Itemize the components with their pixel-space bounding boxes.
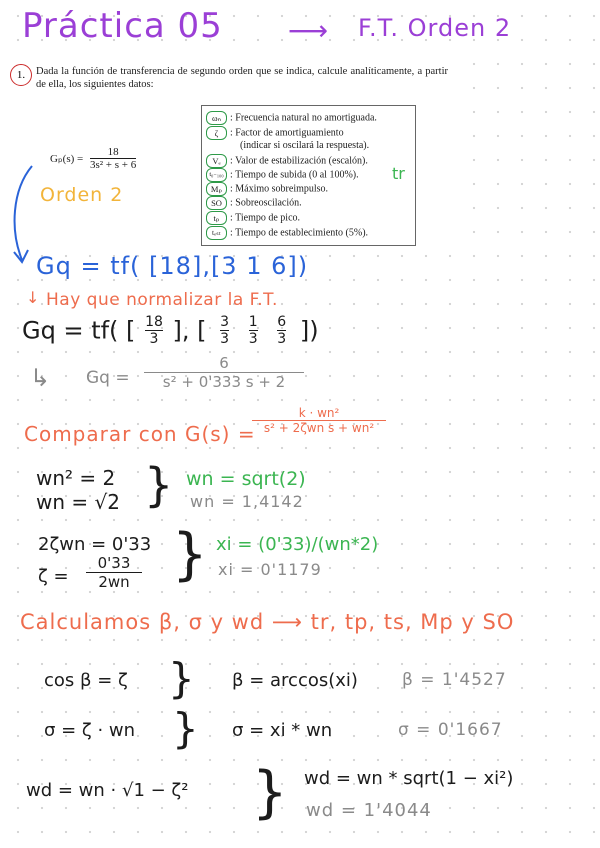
legend-symbol: SO <box>206 196 227 210</box>
legend-row-test <box>206 226 368 240</box>
exercise-statement: Dada la función de transferencia de segundo orden que se indica, calcule analíticamente, a partir de ella, los siguientes datos: <box>36 66 448 90</box>
wn-root-eq: wn = √2 <box>36 490 120 514</box>
gq-norm-frac-6 <box>277 314 286 347</box>
wd-eq: wd = wn · √1 − ζ² <box>26 780 189 801</box>
legend-row-zeta <box>206 126 344 140</box>
legend-symbol: tₑₛₜ <box>206 226 227 240</box>
frac-den: 3 <box>248 331 258 347</box>
xi-code: xi = (0'33)/(wn*2) <box>216 534 379 555</box>
wn-brace: } <box>144 458 174 512</box>
legend-desc: : Tiempo de establecimiento (5%). <box>230 227 369 239</box>
result-denominator: s² + 0'333 s + 2 <box>144 372 304 391</box>
legend-desc: : Máximo sobreimpulso. <box>230 183 329 195</box>
wd-brace: } <box>252 760 288 825</box>
legend-symbol: Vₑ <box>206 154 227 168</box>
parameter-legend <box>201 105 416 246</box>
wn-code: wn = sqrt(2) <box>186 468 306 490</box>
beta-code: β = arccos(xi) <box>232 670 358 691</box>
legend-symbol: t₀₋₁₀₀ <box>206 168 227 182</box>
page-title: Práctica 05 <box>22 6 223 46</box>
page-subtitle: F.T. Orden 2 <box>358 14 512 42</box>
normalize-note: Hay que normalizar la F.T. <box>46 290 278 310</box>
legend-desc: : Frecuencia natural no amortiguada. <box>230 112 377 124</box>
gq-norm-prefix: Gq = tf( [ <box>22 316 136 345</box>
legend-row-wn <box>206 111 377 125</box>
sigma-value: σ = 0'1667 <box>398 720 503 740</box>
result-arrow: ↳ <box>30 364 51 392</box>
compare-fraction <box>252 406 386 435</box>
calc-heading: Calculamos β, σ y wd ⟶ tr, tp, ts, Mp y SO <box>20 610 515 634</box>
sigma-brace: } <box>172 704 199 753</box>
transfer-label: Gₚ(s) = <box>50 153 84 165</box>
legend-desc: : Sobreoscilación. <box>230 197 302 209</box>
tr-note: tr <box>392 164 405 183</box>
exercise-box <box>4 58 455 248</box>
gq-norm-suffix: ]) <box>299 316 319 345</box>
result-label: Gq = <box>86 368 130 388</box>
gq-norm-mid: ], [ <box>172 316 207 345</box>
transfer-fraction <box>90 146 136 171</box>
legend-row-tp <box>206 211 300 225</box>
zeta-brace: } <box>172 522 208 587</box>
frac-num: 18 <box>145 314 163 330</box>
legend-row-so <box>206 196 302 210</box>
legend-symbol: ωₙ <box>206 111 227 125</box>
frac-den: 3 <box>220 331 230 347</box>
legend-row-ve <box>206 154 368 168</box>
legend-desc: (indicar si oscilará la respuesta). <box>240 140 370 151</box>
wd-value: wd = 1'4044 <box>306 800 432 821</box>
zeta-numerator: 0'33 <box>97 554 131 572</box>
frac-num: 3 <box>220 314 230 330</box>
transfer-denominator: 3s² + s + 6 <box>89 159 137 171</box>
normalize-arrow: ↓ <box>26 288 40 307</box>
zeta-label: ζ = <box>38 566 69 587</box>
legend-row-zeta-note <box>240 140 369 151</box>
frac-den: 3 <box>145 330 163 347</box>
legend-row-mp <box>206 182 328 196</box>
compare-label: Comparar con G(s) = <box>24 422 256 446</box>
legend-desc: : Valor de estabilización (escalón). <box>230 155 368 167</box>
gq-tf-line: Gq = tf( [18],[3 1 6]) <box>36 252 309 280</box>
compare-numerator: k · wn² <box>298 406 340 420</box>
zeta-eq: 2ζwn = 0'33 <box>38 534 152 555</box>
zeta-denominator: 2wn <box>86 572 142 591</box>
frac-den: 3 <box>277 331 287 347</box>
frac-num: 6 <box>277 314 287 330</box>
legend-symbol: tₚ <box>206 211 227 225</box>
sigma-code: σ = xi * wn <box>232 720 333 741</box>
sigma-eq: σ = ζ · wn <box>44 720 136 741</box>
cos-beta-eq: cos β = ζ <box>44 670 128 691</box>
beta-value: β = 1'4527 <box>402 670 507 690</box>
exercise-number: 1. <box>10 64 32 86</box>
legend-desc: : Tiempo de subida (0 al 100%). <box>230 169 359 181</box>
gq-norm-frac-1 <box>249 314 258 347</box>
orden-label: Orden 2 <box>40 184 124 206</box>
zeta-fraction <box>86 554 142 591</box>
frac-num: 1 <box>248 314 258 330</box>
compare-denominator: s² + 2ζwn s + wn² <box>252 420 386 435</box>
wd-code: wd = wn * sqrt(1 − xi²) <box>304 768 514 789</box>
title-arrow: ⟶ <box>288 14 329 47</box>
result-numerator: 6 <box>219 354 229 372</box>
gq-normalized-line <box>22 314 319 347</box>
result-fraction <box>144 354 304 391</box>
transfer-function <box>50 146 136 171</box>
wn-squared-eq: wn² = 2 <box>36 466 116 490</box>
gq-norm-frac-18 <box>145 314 163 347</box>
legend-row-rise <box>206 168 359 182</box>
legend-desc: : Tiempo de pico. <box>230 212 301 224</box>
beta-brace: } <box>168 654 195 703</box>
legend-symbol: Mₚ <box>206 182 227 196</box>
wn-value: wn = 1,4142 <box>190 492 304 511</box>
xi-value: xi = 0'1179 <box>218 560 322 579</box>
legend-desc: : Factor de amortiguamiento <box>230 127 344 139</box>
transfer-numerator: 18 <box>107 146 119 158</box>
gq-norm-frac-3 <box>220 314 229 347</box>
legend-symbol: ζ <box>206 126 227 140</box>
